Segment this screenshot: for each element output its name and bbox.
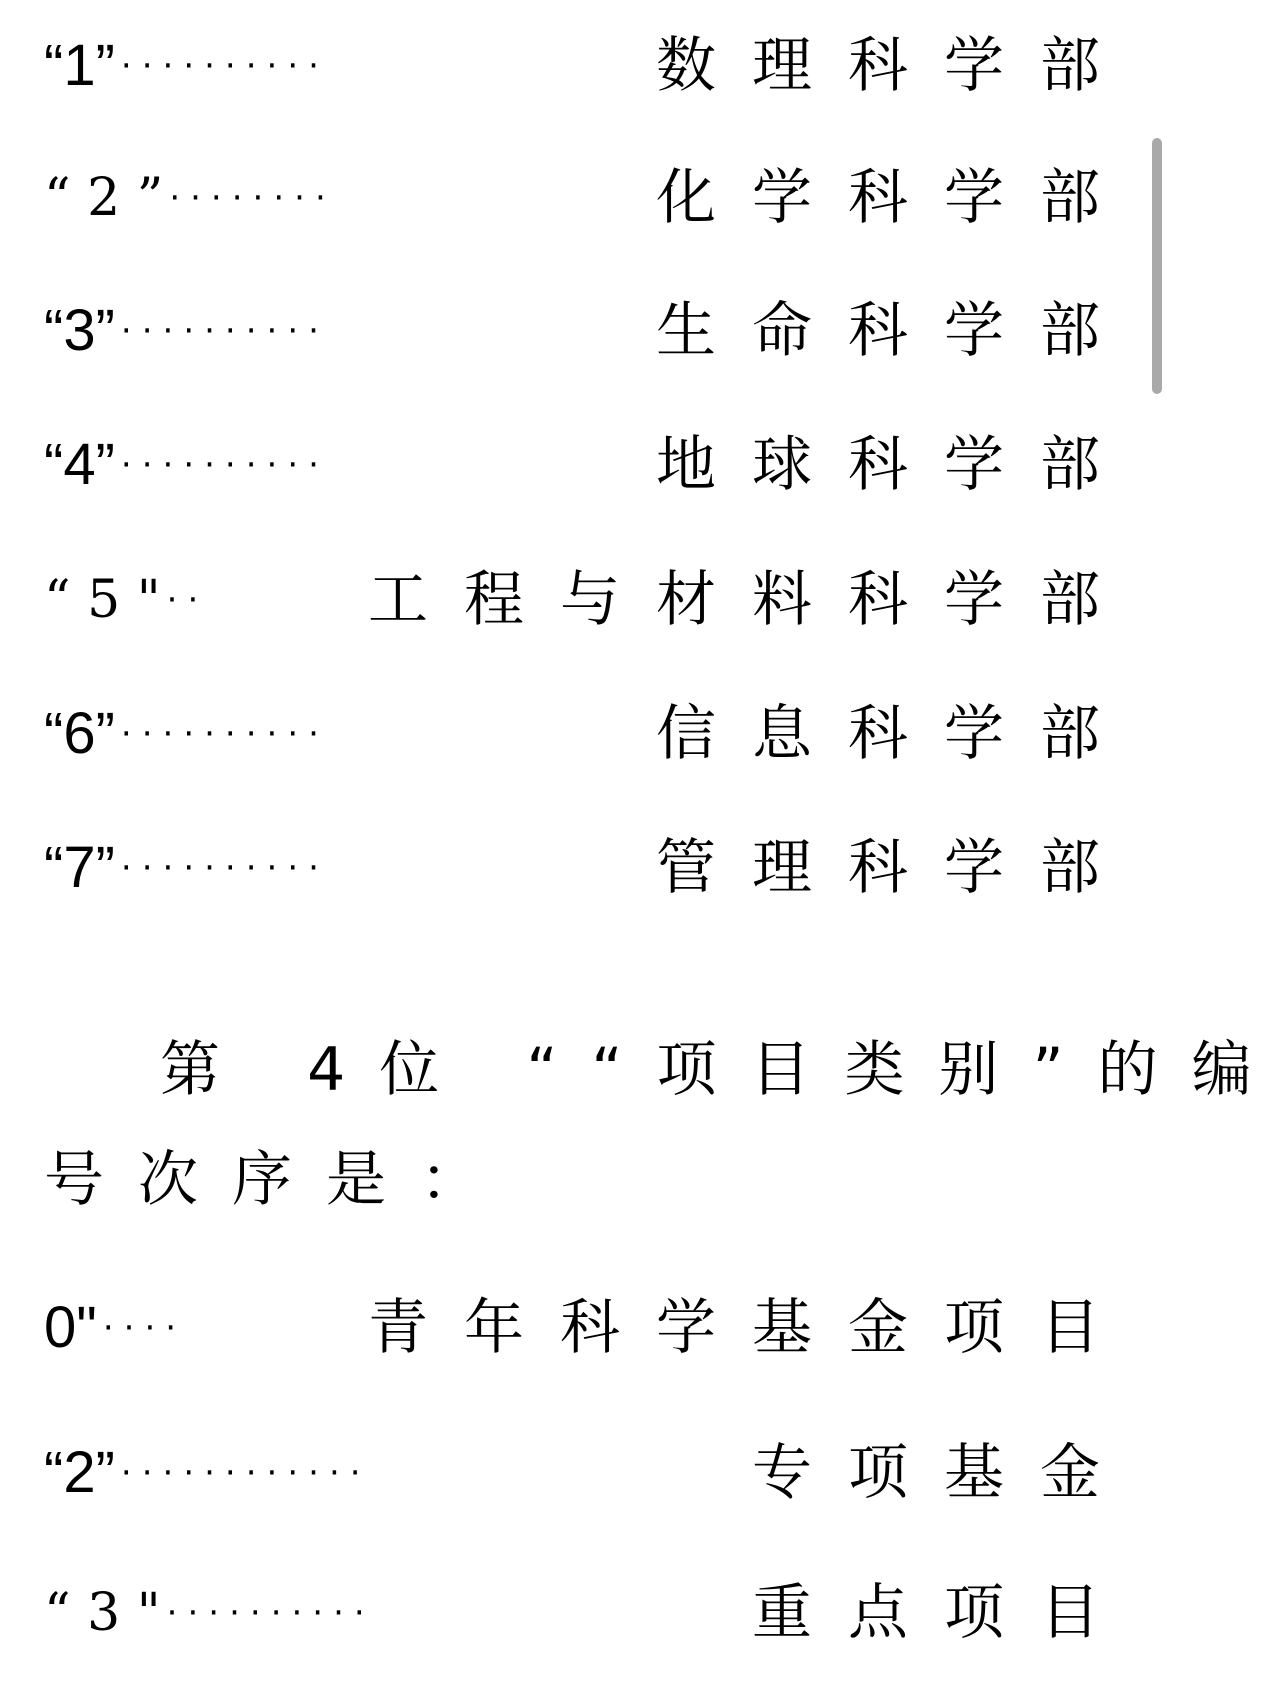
project-type-row — [44, 1565, 1136, 1661]
project-type-row — [44, 1425, 1136, 1521]
project-type-row — [44, 1280, 1136, 1376]
leader-dots: ············ — [120, 1453, 371, 1493]
department-row — [44, 150, 1136, 246]
scrollbar-thumb[interactable] — [1152, 138, 1162, 394]
leader-dots: ·· — [166, 580, 209, 620]
department-name: 化学科学部 — [656, 163, 1136, 233]
department-name: 工程与材料科学部 — [368, 565, 1136, 635]
paragraph-line: 第 4位 ““项目类别”的编 — [160, 1035, 1286, 1105]
department-name: 信息科学部 — [656, 699, 1136, 769]
leader-dots: ·········· — [120, 445, 329, 485]
leader-dots: ···· — [102, 1308, 187, 1348]
department-name: 生命科学部 — [656, 296, 1136, 366]
project-type-name: 青年科学基金项目 — [368, 1293, 1136, 1363]
project-type-name: 重点项目 — [752, 1578, 1136, 1648]
department-code: “7” — [44, 835, 115, 900]
department-row — [44, 18, 1136, 114]
department-code: “4” — [44, 432, 115, 497]
project-type-name: 专项基金 — [752, 1438, 1136, 1508]
department-name: 地球科学部 — [656, 430, 1136, 500]
department-row — [44, 283, 1136, 379]
leader-dots: ·········· — [120, 714, 329, 754]
department-row — [44, 552, 1136, 648]
leader-dots: ·········· — [120, 311, 329, 351]
paragraph-line: 号次序是： — [44, 1145, 514, 1215]
project-type-code: 0" — [44, 1295, 97, 1360]
department-code: “1” — [44, 33, 115, 98]
department-name: 数理科学部 — [656, 31, 1136, 101]
leader-dots: ·········· — [120, 848, 329, 888]
department-code: “3” — [44, 298, 115, 363]
department-row — [44, 820, 1136, 916]
leader-dots: ·········· — [120, 46, 329, 86]
leader-dots: ········ — [169, 178, 336, 218]
project-type-code: “ 3 " — [44, 1583, 161, 1643]
department-row — [44, 686, 1136, 782]
leader-dots: ·········· — [166, 1593, 375, 1633]
project-type-code: “2” — [44, 1440, 115, 1505]
department-code: “6” — [44, 701, 115, 766]
department-row — [44, 417, 1136, 513]
department-code: “ 2 ” — [44, 168, 164, 228]
department-name: 管理科学部 — [656, 833, 1136, 903]
department-code: “ 5 " — [44, 570, 161, 630]
